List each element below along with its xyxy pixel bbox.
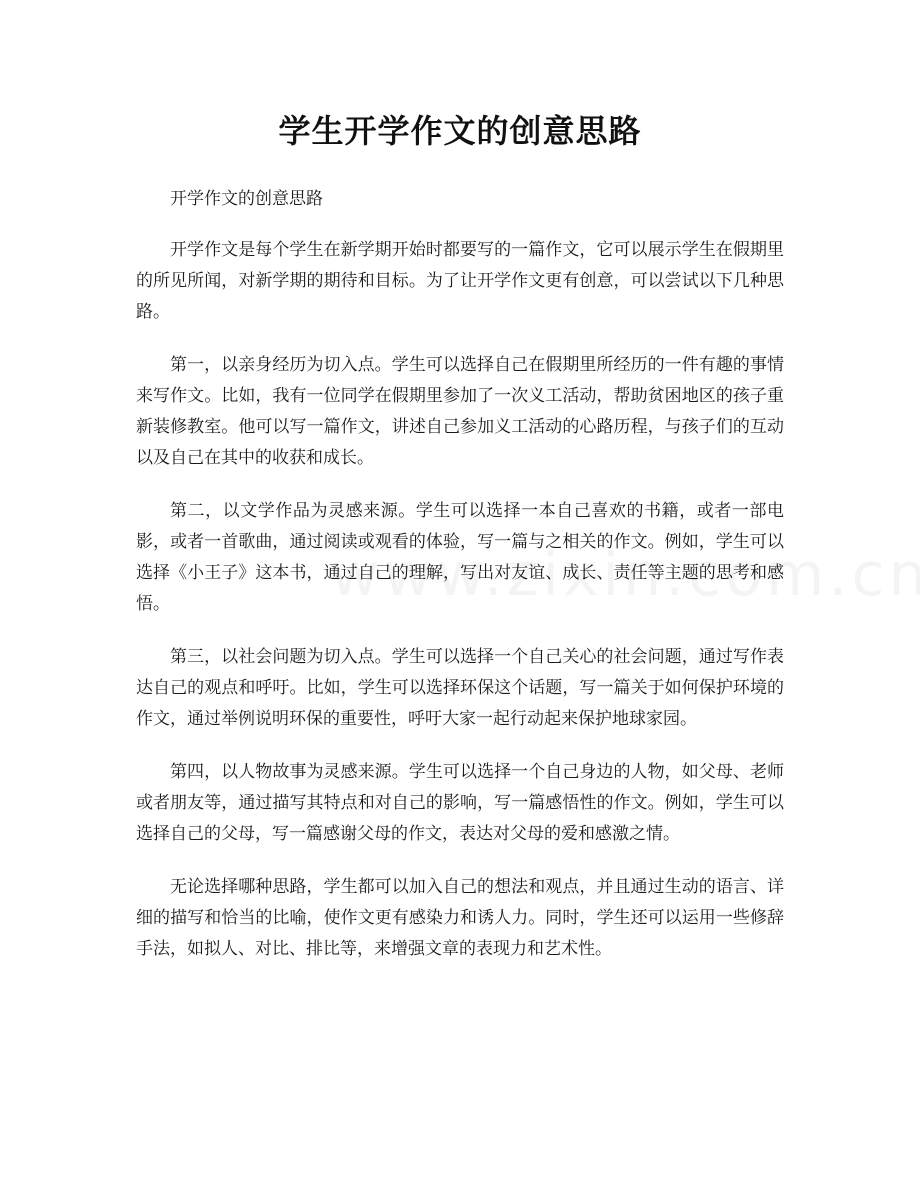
paragraph-second-idea: 第二，以文学作品为灵感来源。学生可以选择一本自己喜欢的书籍，或者一部电影，或者一首歌曲，通过阅读或观看的体验，写一篇与之相关的作文。例如，学生可以选择《小王子》这本书，通过自己的理解，写出对友谊、成长、责任等主题的思考和感悟。 xyxy=(136,501,784,614)
paragraph-fourth-idea: 第四，以人物故事为灵感来源。学生可以选择一个自己身边的人物，如父母、老师或者朋友等，通过描写其特点和对自己的影响，写一篇感悟性的作文。例如，学生可以选择自己的父母，写一篇感谢父母的作文，表达对父母的爱和感激之情。 xyxy=(136,762,784,844)
paragraph-conclusion: 无论选择哪种思路，学生都可以加入自己的想法和观点，并且通过生动的语言、详细的描写和恰当的比喻，使作文更有感染力和诱人力。同时，学生还可以运用一些修辞手法，如拟人、对比、排比等，来增强文章的表现力和艺术性。 xyxy=(136,877,784,959)
document-body xyxy=(136,184,784,987)
document-title: 学生开学作文的创意思路 xyxy=(278,112,642,150)
paragraph-subtitle: 开学作文的创意思路 xyxy=(170,189,323,209)
paragraph-third-idea: 第三，以社会问题为切入点。学生可以选择一个自己关心的社会问题，通过写作表达自己的观点和呼吁。比如，学生可以选择环保这个话题，写一篇关于如何保护环境的作文，通过举例说明环保的重要性，呼吁大家一起行动起来保护地球家园。 xyxy=(136,647,784,729)
paragraph-first-idea: 第一，以亲身经历为切入点。学生可以选择自己在假期里所经历的一件有趣的事情来写作文。比如，我有一位同学在假期里参加了一次义工活动，帮助贫困地区的孩子重新装修教室。他可以写一篇作文，讲述自己参加义工活动的心路历程，与孩子们的互动以及自己在其中的收获和成长。 xyxy=(136,355,784,468)
paragraph-intro: 开学作文是每个学生在新学期开始时都要写的一篇作文，它可以展示学生在假期里的所见所闻，对新学期的期待和目标。为了让开学作文更有创意，可以尝试以下几种思路。 xyxy=(136,240,784,322)
